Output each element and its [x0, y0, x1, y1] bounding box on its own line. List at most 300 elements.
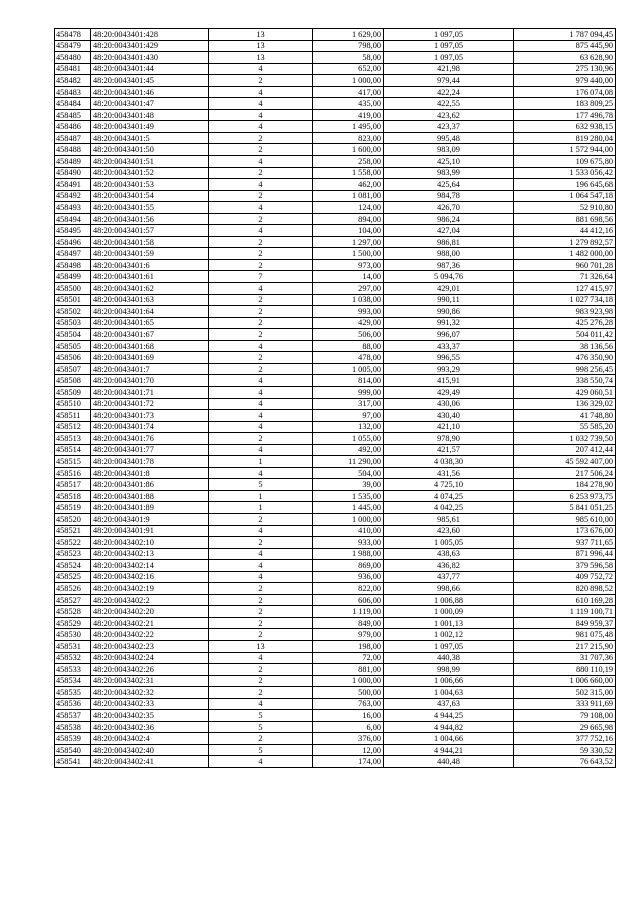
table-row — [55, 63, 616, 75]
cadastral-number-cell: 48:20:0043401:5 — [91, 132, 209, 144]
specific-value-cell: 4 944,82 — [384, 721, 514, 733]
cadastral-number-cell: 48:20:0043401:70 — [91, 375, 209, 387]
cadastral-value-cell: 136 329,02 — [514, 398, 616, 410]
specific-value-cell: 436,82 — [384, 560, 514, 572]
group-cell: 4 — [209, 756, 313, 768]
area-cell: 6,00 — [313, 721, 384, 733]
cadastral-number-cell: 48:20:0043401:7 — [91, 363, 209, 375]
cadastral-value-table-page — [54, 28, 612, 768]
row-number-cell: 458495 — [55, 225, 91, 237]
cadastral-value-cell: 29 665,98 — [514, 721, 616, 733]
cadastral-number-cell: 48:20:0043401:47 — [91, 98, 209, 110]
group-cell: 5 — [209, 721, 313, 733]
specific-value-cell: 433,37 — [384, 340, 514, 352]
group-cell: 4 — [209, 571, 313, 583]
group-cell: 13 — [209, 52, 313, 64]
row-number-cell: 458526 — [55, 583, 91, 595]
specific-value-cell: 1 006,66 — [384, 675, 514, 687]
cadastral-number-cell: 48:20:0043401:61 — [91, 271, 209, 283]
cadastral-number-cell: 48:20:0043401:58 — [91, 236, 209, 248]
table-row — [55, 664, 616, 676]
cadastral-number-cell: 48:20:0043401:67 — [91, 329, 209, 341]
group-cell: 4 — [209, 156, 313, 168]
cadastral-number-cell: 48:20:0043401:429 — [91, 40, 209, 52]
table-row — [55, 444, 616, 456]
cadastral-value-cell: 1 119 100,71 — [514, 606, 616, 618]
area-cell: 1 629,00 — [313, 29, 384, 41]
group-cell: 2 — [209, 167, 313, 179]
row-number-cell: 458527 — [55, 594, 91, 606]
row-number-cell: 458510 — [55, 398, 91, 410]
table-row — [55, 144, 616, 156]
specific-value-cell: 983,99 — [384, 167, 514, 179]
cadastral-value-cell: 173 676,00 — [514, 525, 616, 537]
cadastral-value-cell: 44 412,16 — [514, 225, 616, 237]
cadastral-value-cell: 981 075,48 — [514, 629, 616, 641]
group-cell: 2 — [209, 687, 313, 699]
row-number-cell: 458498 — [55, 259, 91, 271]
cadastral-value-cell: 880 110,19 — [514, 664, 616, 676]
cadastral-value-cell: 127 415,97 — [514, 283, 616, 295]
table-row — [55, 398, 616, 410]
cadastral-value-cell: 979 440,00 — [514, 75, 616, 87]
area-cell: 1 000,00 — [313, 513, 384, 525]
specific-value-cell: 4 038,30 — [384, 456, 514, 468]
area-cell: 1 000,00 — [313, 75, 384, 87]
group-cell: 4 — [209, 560, 313, 572]
group-cell: 2 — [209, 363, 313, 375]
group-cell: 2 — [209, 213, 313, 225]
group-cell: 2 — [209, 617, 313, 629]
area-cell: 124,00 — [313, 202, 384, 214]
row-number-cell: 458486 — [55, 121, 91, 133]
table-row — [55, 698, 616, 710]
cadastral-number-cell: 48:20:0043401:88 — [91, 490, 209, 502]
cadastral-value-cell: 1 482 000,00 — [514, 248, 616, 260]
row-number-cell: 458523 — [55, 548, 91, 560]
group-cell: 5 — [209, 744, 313, 756]
area-cell: 11 290,00 — [313, 456, 384, 468]
group-cell: 4 — [209, 375, 313, 387]
cadastral-number-cell: 48:20:0043401:73 — [91, 410, 209, 422]
group-cell: 4 — [209, 444, 313, 456]
group-cell: 4 — [209, 283, 313, 295]
specific-value-cell: 1 097,05 — [384, 52, 514, 64]
row-number-cell: 458481 — [55, 63, 91, 75]
group-cell: 4 — [209, 63, 313, 75]
group-cell: 13 — [209, 640, 313, 652]
row-number-cell: 458511 — [55, 410, 91, 422]
row-number-cell: 458509 — [55, 386, 91, 398]
cadastral-value-cell: 38 136,56 — [514, 340, 616, 352]
table-row — [55, 167, 616, 179]
table-row — [55, 513, 616, 525]
row-number-cell: 458518 — [55, 490, 91, 502]
cadastral-value-cell: 59 330,52 — [514, 744, 616, 756]
cadastral-value-cell: 875 445,90 — [514, 40, 616, 52]
area-cell: 1 500,00 — [313, 248, 384, 260]
cadastral-number-cell: 48:20:0043402:23 — [91, 640, 209, 652]
specific-value-cell: 421,98 — [384, 63, 514, 75]
group-cell: 2 — [209, 675, 313, 687]
specific-value-cell: 986,81 — [384, 236, 514, 248]
group-cell: 2 — [209, 75, 313, 87]
specific-value-cell: 4 944,25 — [384, 710, 514, 722]
area-cell: 419,00 — [313, 109, 384, 121]
area-cell: 894,00 — [313, 213, 384, 225]
area-cell: 973,00 — [313, 259, 384, 271]
specific-value-cell: 998,99 — [384, 664, 514, 676]
row-number-cell: 458507 — [55, 363, 91, 375]
cadastral-value-cell: 333 911,69 — [514, 698, 616, 710]
cadastral-value-cell: 1 572 944,00 — [514, 144, 616, 156]
area-cell: 376,00 — [313, 733, 384, 745]
cadastral-value-cell: 502 315,00 — [514, 687, 616, 699]
table-row — [55, 640, 616, 652]
table-row — [55, 525, 616, 537]
row-number-cell: 458488 — [55, 144, 91, 156]
cadastral-number-cell: 48:20:0043401:62 — [91, 283, 209, 295]
group-cell: 4 — [209, 109, 313, 121]
specific-value-cell: 1 002,12 — [384, 629, 514, 641]
table-row — [55, 467, 616, 479]
table-row — [55, 156, 616, 168]
row-number-cell: 458521 — [55, 525, 91, 537]
group-cell: 2 — [209, 664, 313, 676]
row-number-cell: 458479 — [55, 40, 91, 52]
group-cell: 4 — [209, 398, 313, 410]
specific-value-cell: 996,55 — [384, 352, 514, 364]
group-cell: 1 — [209, 502, 313, 514]
area-cell: 39,00 — [313, 479, 384, 491]
cadastral-value-cell: 1 006 660,00 — [514, 675, 616, 687]
cadastral-number-cell: 48:20:0043401:68 — [91, 340, 209, 352]
row-number-cell: 458514 — [55, 444, 91, 456]
specific-value-cell: 1 000,09 — [384, 606, 514, 618]
specific-value-cell: 979,44 — [384, 75, 514, 87]
cadastral-number-cell: 48:20:0043402:35 — [91, 710, 209, 722]
cadastral-value-cell: 217 506,24 — [514, 467, 616, 479]
cadastral-number-cell: 48:20:0043401:49 — [91, 121, 209, 133]
specific-value-cell: 423,37 — [384, 121, 514, 133]
table-row — [55, 98, 616, 110]
specific-value-cell: 995,48 — [384, 132, 514, 144]
specific-value-cell: 426,70 — [384, 202, 514, 214]
table-row — [55, 271, 616, 283]
area-cell: 1 558,00 — [313, 167, 384, 179]
group-cell: 4 — [209, 421, 313, 433]
row-number-cell: 458532 — [55, 652, 91, 664]
cadastral-value-cell: 41 748,80 — [514, 410, 616, 422]
cadastral-value-cell: 196 645,68 — [514, 179, 616, 191]
cadastral-number-cell: 48:20:0043401:51 — [91, 156, 209, 168]
row-number-cell: 458541 — [55, 756, 91, 768]
specific-value-cell: 422,55 — [384, 98, 514, 110]
cadastral-number-cell: 48:20:0043402:33 — [91, 698, 209, 710]
area-cell: 1 535,00 — [313, 490, 384, 502]
area-cell: 869,00 — [313, 560, 384, 572]
group-cell: 2 — [209, 248, 313, 260]
area-cell: 492,00 — [313, 444, 384, 456]
cadastral-number-cell: 48:20:0043402:32 — [91, 687, 209, 699]
cadastral-number-cell: 48:20:0043401:45 — [91, 75, 209, 87]
group-cell: 4 — [209, 98, 313, 110]
table-row — [55, 560, 616, 572]
area-cell: 506,00 — [313, 329, 384, 341]
group-cell: 4 — [209, 225, 313, 237]
group-cell: 7 — [209, 271, 313, 283]
specific-value-cell: 437,77 — [384, 571, 514, 583]
row-number-cell: 458478 — [55, 29, 91, 41]
cadastral-number-cell: 48:20:0043402:13 — [91, 548, 209, 560]
cadastral-number-cell: 48:20:0043401:52 — [91, 167, 209, 179]
cadastral-value-cell: 820 898,52 — [514, 583, 616, 595]
cadastral-value-cell: 504 011,42 — [514, 329, 616, 341]
area-cell: 410,00 — [313, 525, 384, 537]
cadastral-number-cell: 48:20:0043401:64 — [91, 306, 209, 318]
area-cell: 429,00 — [313, 317, 384, 329]
specific-value-cell: 425,64 — [384, 179, 514, 191]
cadastral-value-cell: 275 130,96 — [514, 63, 616, 75]
row-number-cell: 458512 — [55, 421, 91, 433]
group-cell: 2 — [209, 144, 313, 156]
table-row — [55, 410, 616, 422]
group-cell: 2 — [209, 433, 313, 445]
cadastral-number-cell: 48:20:0043402:24 — [91, 652, 209, 664]
row-number-cell: 458501 — [55, 294, 91, 306]
row-number-cell: 458492 — [55, 190, 91, 202]
row-number-cell: 458520 — [55, 513, 91, 525]
area-cell: 1 055,00 — [313, 433, 384, 445]
group-cell: 2 — [209, 259, 313, 271]
table-row — [55, 202, 616, 214]
table-row — [55, 306, 616, 318]
table-row — [55, 329, 616, 341]
area-cell: 652,00 — [313, 63, 384, 75]
cadastral-value-cell: 52 910,80 — [514, 202, 616, 214]
group-cell: 4 — [209, 121, 313, 133]
area-cell: 1 988,00 — [313, 548, 384, 560]
row-number-cell: 458485 — [55, 109, 91, 121]
cadastral-value-cell: 6 253 973,75 — [514, 490, 616, 502]
cadastral-value-cell: 45 592 407,00 — [514, 456, 616, 468]
row-number-cell: 458482 — [55, 75, 91, 87]
cadastral-value-cell: 377 752,16 — [514, 733, 616, 745]
group-cell: 2 — [209, 606, 313, 618]
group-cell: 2 — [209, 294, 313, 306]
specific-value-cell: 421,10 — [384, 421, 514, 433]
specific-value-cell: 5 094,76 — [384, 271, 514, 283]
cadastral-number-cell: 48:20:0043401:59 — [91, 248, 209, 260]
table-row — [55, 583, 616, 595]
specific-value-cell: 421,57 — [384, 444, 514, 456]
table-row — [55, 190, 616, 202]
cadastral-value-cell: 819 280,04 — [514, 132, 616, 144]
table-row — [55, 259, 616, 271]
cadastral-number-cell: 48:20:0043401:86 — [91, 479, 209, 491]
specific-value-cell: 987,36 — [384, 259, 514, 271]
specific-value-cell: 431,56 — [384, 467, 514, 479]
cadastral-number-cell: 48:20:0043402:26 — [91, 664, 209, 676]
cadastral-number-cell: 48:20:0043401:430 — [91, 52, 209, 64]
cadastral-value-cell: 429 060,51 — [514, 386, 616, 398]
cadastral-number-cell: 48:20:0043401:69 — [91, 352, 209, 364]
specific-value-cell: 427,04 — [384, 225, 514, 237]
row-number-cell: 458516 — [55, 467, 91, 479]
table-row — [55, 479, 616, 491]
cadastral-value-cell: 998 256,45 — [514, 363, 616, 375]
row-number-cell: 458496 — [55, 236, 91, 248]
group-cell: 2 — [209, 513, 313, 525]
area-cell: 979,00 — [313, 629, 384, 641]
cadastral-number-cell: 48:20:0043402:4 — [91, 733, 209, 745]
cadastral-number-cell: 48:20:0043401:78 — [91, 456, 209, 468]
area-cell: 97,00 — [313, 410, 384, 422]
cadastral-number-cell: 48:20:0043401:53 — [91, 179, 209, 191]
cadastral-number-cell: 48:20:0043401:72 — [91, 398, 209, 410]
row-number-cell: 458489 — [55, 156, 91, 168]
table-row — [55, 225, 616, 237]
row-number-cell: 458538 — [55, 721, 91, 733]
area-cell: 16,00 — [313, 710, 384, 722]
area-cell: 14,00 — [313, 271, 384, 283]
cadastral-number-cell: 48:20:0043401:77 — [91, 444, 209, 456]
cadastral-number-cell: 48:20:0043401:50 — [91, 144, 209, 156]
cadastral-value-cell: 1 533 056,42 — [514, 167, 616, 179]
group-cell: 2 — [209, 733, 313, 745]
group-cell: 4 — [209, 525, 313, 537]
specific-value-cell: 438,63 — [384, 548, 514, 560]
area-cell: 58,00 — [313, 52, 384, 64]
specific-value-cell: 415,91 — [384, 375, 514, 387]
cadastral-value-cell: 985 610,00 — [514, 513, 616, 525]
area-cell: 823,00 — [313, 132, 384, 144]
table-row — [55, 52, 616, 64]
cadastral-value-cell: 184 278,90 — [514, 479, 616, 491]
group-cell: 4 — [209, 698, 313, 710]
area-cell: 993,00 — [313, 306, 384, 318]
cadastral-value-cell: 217 215,90 — [514, 640, 616, 652]
cadastral-number-cell: 48:20:0043402:19 — [91, 583, 209, 595]
cadastral-value-cell: 610 169,28 — [514, 594, 616, 606]
cadastral-number-cell: 48:20:0043401:57 — [91, 225, 209, 237]
specific-value-cell: 1 004,63 — [384, 687, 514, 699]
group-cell: 2 — [209, 236, 313, 248]
table-row — [55, 606, 616, 618]
cadastral-number-cell: 48:20:0043402:36 — [91, 721, 209, 733]
row-number-cell: 458494 — [55, 213, 91, 225]
row-number-cell: 458504 — [55, 329, 91, 341]
cadastral-value-table — [54, 28, 616, 768]
cadastral-value-cell: 871 996,44 — [514, 548, 616, 560]
table-row — [55, 733, 616, 745]
row-number-cell: 458508 — [55, 375, 91, 387]
table-row — [55, 629, 616, 641]
specific-value-cell: 430,06 — [384, 398, 514, 410]
table-row — [55, 744, 616, 756]
specific-value-cell: 988,00 — [384, 248, 514, 260]
cadastral-number-cell: 48:20:0043402:31 — [91, 675, 209, 687]
area-cell: 258,00 — [313, 156, 384, 168]
specific-value-cell: 4 725,10 — [384, 479, 514, 491]
cadastral-value-cell: 1 027 734,18 — [514, 294, 616, 306]
specific-value-cell: 984,78 — [384, 190, 514, 202]
group-cell: 2 — [209, 317, 313, 329]
group-cell: 2 — [209, 352, 313, 364]
table-row — [55, 456, 616, 468]
specific-value-cell: 1 004,66 — [384, 733, 514, 745]
cadastral-number-cell: 48:20:0043401:46 — [91, 86, 209, 98]
specific-value-cell: 4 074,25 — [384, 490, 514, 502]
row-number-cell: 458528 — [55, 606, 91, 618]
table-row — [55, 213, 616, 225]
specific-value-cell: 998,66 — [384, 583, 514, 595]
table-row — [55, 502, 616, 514]
group-cell: 1 — [209, 490, 313, 502]
group-cell: 2 — [209, 132, 313, 144]
row-number-cell: 458529 — [55, 617, 91, 629]
area-cell: 814,00 — [313, 375, 384, 387]
cadastral-value-cell: 71 326,64 — [514, 271, 616, 283]
group-cell: 1 — [209, 456, 313, 468]
row-number-cell: 458535 — [55, 687, 91, 699]
cadastral-value-cell: 983 923,98 — [514, 306, 616, 318]
table-row — [55, 756, 616, 768]
table-row — [55, 283, 616, 295]
table-row — [55, 352, 616, 364]
cadastral-value-cell: 409 752,72 — [514, 571, 616, 583]
area-cell: 500,00 — [313, 687, 384, 699]
specific-value-cell: 978,90 — [384, 433, 514, 445]
row-number-cell: 458525 — [55, 571, 91, 583]
table-row — [55, 375, 616, 387]
cadastral-value-cell: 881 698,56 — [514, 213, 616, 225]
specific-value-cell: 985,61 — [384, 513, 514, 525]
row-number-cell: 458502 — [55, 306, 91, 318]
cadastral-value-cell: 632 938,15 — [514, 121, 616, 133]
specific-value-cell: 437,63 — [384, 698, 514, 710]
cadastral-value-cell: 425 276,28 — [514, 317, 616, 329]
area-cell: 1 081,00 — [313, 190, 384, 202]
specific-value-cell: 990,11 — [384, 294, 514, 306]
group-cell: 13 — [209, 40, 313, 52]
cadastral-value-cell: 207 412,44 — [514, 444, 616, 456]
cadastral-number-cell: 48:20:0043402:20 — [91, 606, 209, 618]
cadastral-number-cell: 48:20:0043402:10 — [91, 537, 209, 549]
area-cell: 849,00 — [313, 617, 384, 629]
row-number-cell: 458484 — [55, 98, 91, 110]
area-cell: 132,00 — [313, 421, 384, 433]
group-cell: 2 — [209, 537, 313, 549]
area-cell: 1 119,00 — [313, 606, 384, 618]
area-cell: 1 297,00 — [313, 236, 384, 248]
cadastral-value-cell: 177 496,78 — [514, 109, 616, 121]
cadastral-number-cell: 48:20:0043401:71 — [91, 386, 209, 398]
cadastral-number-cell: 48:20:0043401:44 — [91, 63, 209, 75]
cadastral-number-cell: 48:20:0043401:6 — [91, 259, 209, 271]
group-cell: 4 — [209, 410, 313, 422]
group-cell: 2 — [209, 583, 313, 595]
cadastral-value-cell: 960 701,28 — [514, 259, 616, 271]
cadastral-number-cell: 48:20:0043401:89 — [91, 502, 209, 514]
cadastral-value-cell: 31 707,36 — [514, 652, 616, 664]
specific-value-cell: 1 097,05 — [384, 29, 514, 41]
table-row — [55, 721, 616, 733]
group-cell: 13 — [209, 29, 313, 41]
area-cell: 763,00 — [313, 698, 384, 710]
cadastral-number-cell: 48:20:0043401:63 — [91, 294, 209, 306]
cadastral-value-cell: 5 841 051,25 — [514, 502, 616, 514]
